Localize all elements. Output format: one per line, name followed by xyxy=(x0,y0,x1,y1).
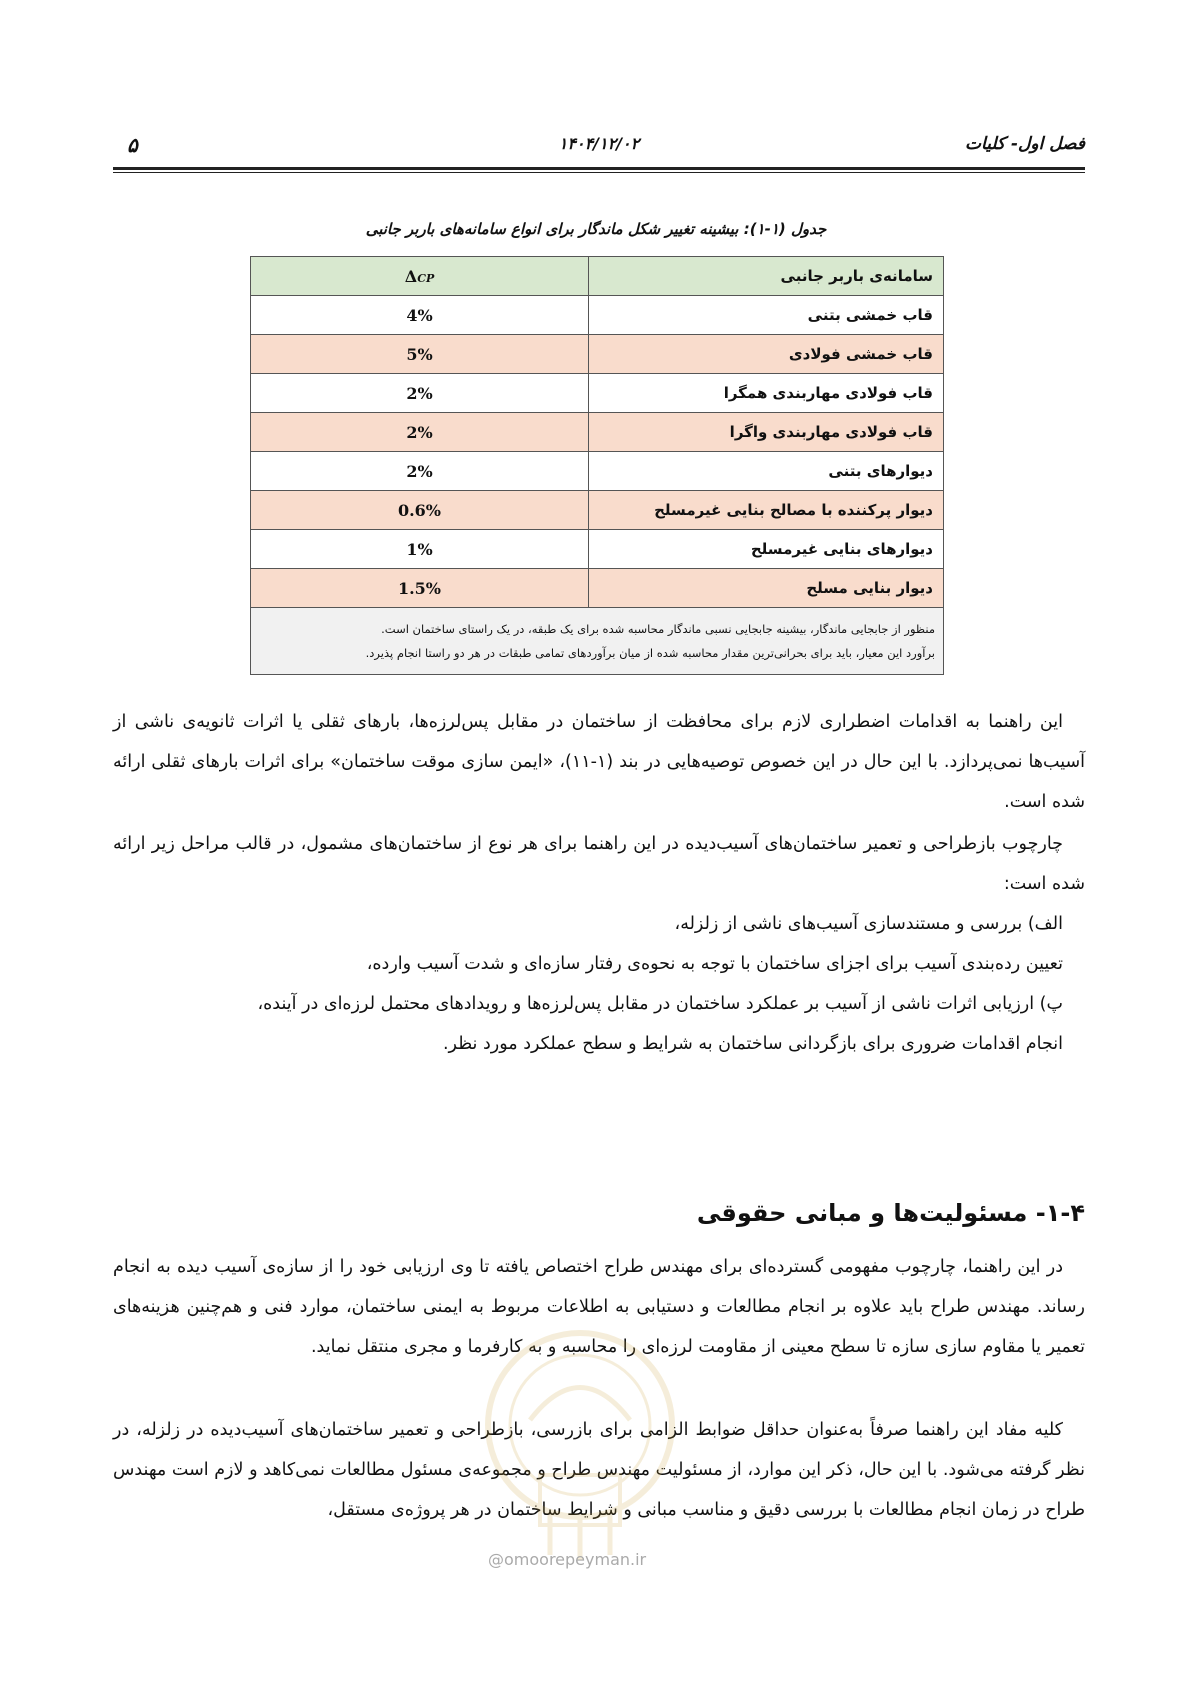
table-row xyxy=(251,569,944,608)
table-note-row xyxy=(251,608,944,675)
system-name-cell: قاب خمشی فولادی xyxy=(589,335,944,374)
system-name-cell: دیوارهای بتنی xyxy=(589,452,944,491)
section-heading: ۱-۴- مسئولیت‌ها و مبانی حقوقی xyxy=(696,1199,1085,1227)
column-header-system: سامانه‌ی باربر جانبی xyxy=(589,257,944,296)
system-name-cell: دیوار بنایی مسلح xyxy=(589,569,944,608)
table-body xyxy=(251,296,944,608)
watermark-text: @omoorepeyman.ir xyxy=(488,1550,647,1569)
table-caption: جدول (۱-۱): بیشینه تغییر شکل ماندگار برای انواع سامانه‌های باربر جانبی xyxy=(365,220,827,238)
paragraph-text: در این راهنما، چارچوب مفهومی گسترده‌ای برای مهندس طراح اختصاص یافته تا وی ارزیابی خود را از سازه‌ی آسیب دیده به انجام رساند. مهندس طراح باید علاوه بر انجام مطالعات و دستیابی به اطلاعات مربوط به ایمنی ساختمان، موارد فنی و هم‌چنین هزینه‌های تعمیر یا مقاوم سازی سازه تا سطح معینی از مقاومت لرزه‌ای را محاسبه و به کارفرما و مجری منتقل نماید. xyxy=(113,1257,1085,1357)
table-row xyxy=(251,296,944,335)
table-note-line: برآورد این معیار، باید برای بحرانی‌ترین مقدار محاسبه شده از میان برآوردهای تمامی طبقات در هر دو راستا انجام پذیرد. xyxy=(365,646,935,660)
drift-value-cell: 1.5% xyxy=(251,569,589,608)
paragraph-text: چارچوب بازطراحی و تعمیر ساختمان‌های آسیب‌دیده در این راهنما برای هر نوع از ساختمان‌های مشمول، در قالب مراحل زیر ارائه شده است: xyxy=(113,834,1085,894)
system-name-cell: قاب فولادی مهاربندی همگرا xyxy=(589,374,944,413)
table-row xyxy=(251,530,944,569)
list-item: تعیین رده‌بندی آسیب برای اجزای ساختمان با توجه به نحوه‌ی رفتار سازه‌ای و شدت آسیب وارده، xyxy=(366,954,1063,974)
system-name-cell: دیوارهای بنایی غیرمسلح xyxy=(589,530,944,569)
system-name-cell: قاب فولادی مهاربندی واگرا xyxy=(589,413,944,452)
drift-value-cell: 4% xyxy=(251,296,589,335)
paragraph-1 xyxy=(113,702,1085,822)
list-item: پ) ارزیابی اثرات ناشی از آسیب بر عملکرد ساختمان در مقابل پس‌لرزه‌ها و رویدادهای محتمل لرزه‌ای در آینده، xyxy=(257,994,1063,1014)
drift-value-cell: 0.6% xyxy=(251,491,589,530)
paragraph-2 xyxy=(113,824,1085,1064)
table-row xyxy=(251,452,944,491)
column-header-delta xyxy=(251,257,589,296)
drift-value-cell: 2% xyxy=(251,374,589,413)
table-row xyxy=(251,491,944,530)
system-name-cell: قاب خمشی بتنی xyxy=(589,296,944,335)
table-header-row xyxy=(251,257,944,296)
table-row xyxy=(251,374,944,413)
list-item: انجام اقدامات ضروری برای بازگردانی ساختمان به شرایط و سطح عملکرد مورد نظر. xyxy=(442,1034,1063,1054)
table-row xyxy=(251,335,944,374)
drift-value-cell: 1% xyxy=(251,530,589,569)
system-name-cell: دیوار پرکننده با مصالح بنایی غیرمسلح xyxy=(589,491,944,530)
header-rule-thin xyxy=(113,172,1085,173)
drift-value-cell: 2% xyxy=(251,452,589,491)
table-row xyxy=(251,413,944,452)
paragraph-text: این راهنما به اقدامات اضطراری لازم برای محافظت از ساختمان در مقابل پس‌لرزه‌ها، بارهای ثقلی یا اثرات ثانویه‌ی ناشی از آسیب‌ها نمی‌پردازد. با این حال در این خصوص توصیه‌هایی در بند (۱-۱۱)، «ایمن سازی موقت ساختمان» برای اثرات بارهای ثقلی ارائه شده است. xyxy=(113,712,1085,812)
chapter-title: فصل اول- کلیات xyxy=(965,134,1085,154)
watermark-seal-icon xyxy=(470,1325,690,1580)
header-rule-thick xyxy=(113,167,1085,170)
paragraph-text: کلیه مفاد این راهنما صرفاً به‌عنوان حداقل ضوابط الزامی برای بازرسی، بازطراحی و تعمیر ساختمان‌های آسیب‌دیده در زلزله، در نظر گرفته می‌شود. با این حال، ذکر این موارد، از مسئولیت مهندس طراح و مجموعه‌ی مسئول مطالعات نمی‌کاهد و لازم است مهندس طراح در زمان انجام مطالعات با بررسی دقیق و مناسب مبانی و شرایط ساختمان در هر پروژه‌ی مستقل، xyxy=(113,1420,1085,1520)
header-date: ۱۴۰۴/۱۲/۰۲ xyxy=(558,134,640,153)
table-note-line: منظور از جابجایی ماندگار، بیشینه جابجایی نسبی ماندگار محاسبه شده برای یک طبقه، در یک راستای ساختمان است. xyxy=(381,622,935,636)
delta-symbol: Δ xyxy=(404,266,418,286)
drift-table xyxy=(250,256,944,675)
page-number: ۵ xyxy=(127,133,138,157)
drift-value-cell: 5% xyxy=(251,335,589,374)
table-note xyxy=(251,608,944,675)
list-item: الف) بررسی و مستندسازی آسیب‌های ناشی از زلزله، xyxy=(674,914,1063,934)
delta-subscript: CP xyxy=(417,271,435,285)
running-header xyxy=(113,134,1085,168)
drift-value-cell: 2% xyxy=(251,413,589,452)
